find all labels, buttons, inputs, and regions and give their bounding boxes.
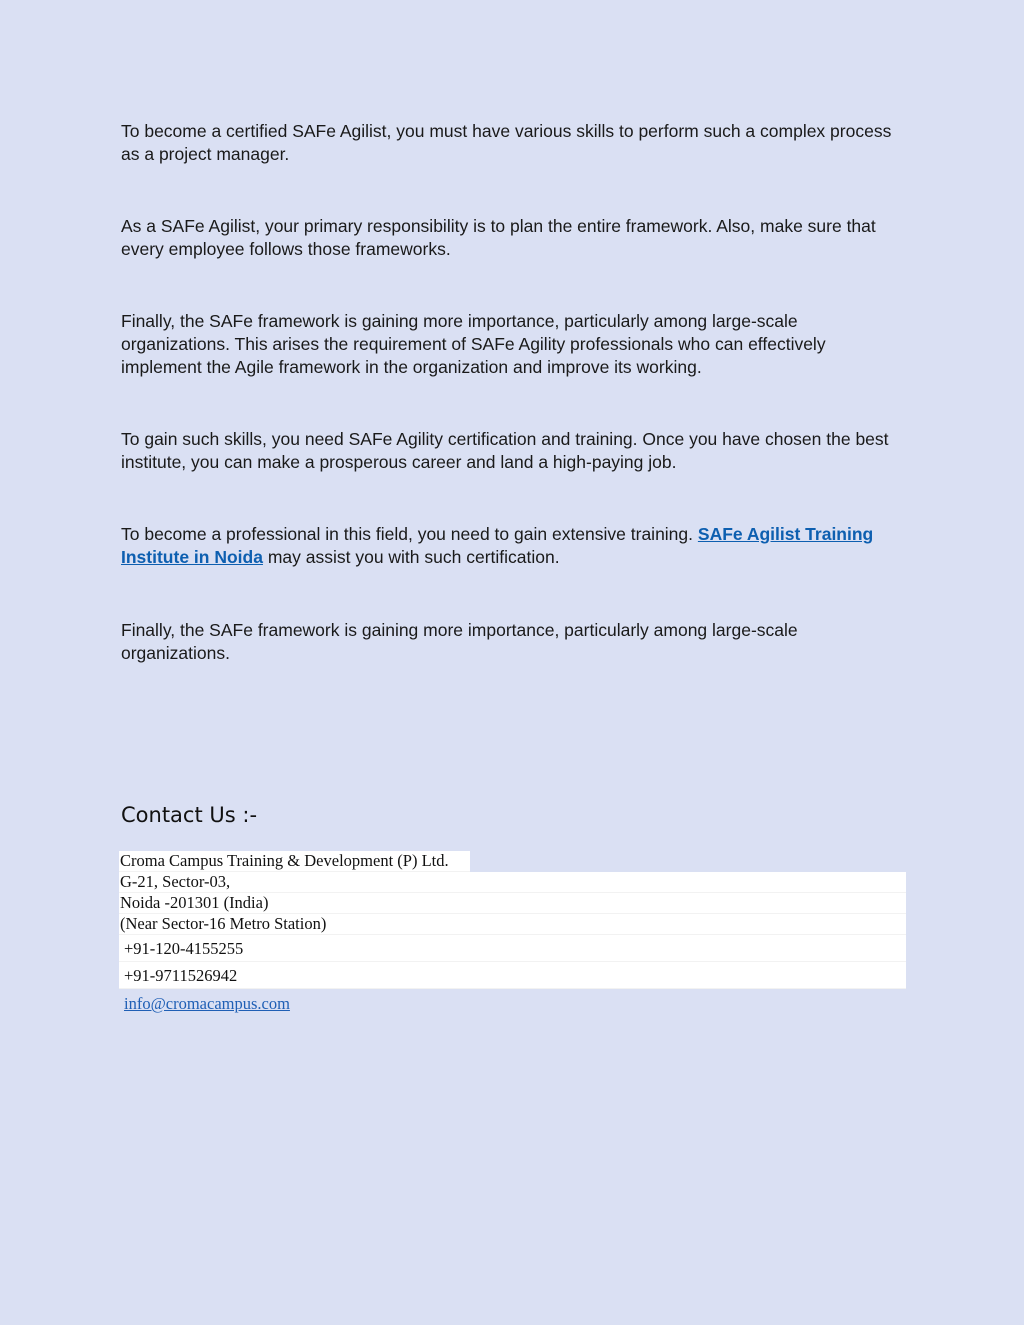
phone-2: +91-9711526942 (119, 962, 906, 989)
address-line-1: G-21, Sector-03, (119, 872, 906, 893)
training-text-after: may assist you with such certification. (262, 547, 560, 567)
training-text-before: To become a professional in this field, you need to gain extensive training. (121, 524, 698, 544)
paragraph-gain-skills: To gain such skills, you need SAFe Agility certification and training. Once you have chosen the best institute, you can make a prosperous career and land a high-paying job. (121, 429, 889, 472)
address-line-2: Noida -201301 (India) (119, 893, 906, 914)
company-name: Croma Campus Training & Development (P) Ltd. (119, 851, 470, 872)
paragraph-certified-agilist: To become a certified SAFe Agilist, you must have various skills to perform such a complex process as a project manager. (121, 121, 892, 164)
paragraph-framework-importance: Finally, the SAFe framework is gaining more importance, particularly among large-scale organizations. This arises the requirement of SAFe Agility professionals who can effectively implement the Agile framework in the organization and improve its working. (121, 311, 826, 377)
email-link[interactable]: info@cromacampus.com (124, 994, 290, 1013)
paragraph-responsibility: As a SAFe Agilist, your primary responsibility is to plan the entire framework. Also, make sure that every employee follows those frameworks. (121, 216, 876, 259)
address-line-3: (Near Sector-16 Metro Station) (119, 914, 906, 935)
email-line (119, 989, 906, 1017)
phone-1: +91-120-4155255 (119, 935, 906, 962)
contact-heading: Contact Us :- (121, 803, 258, 827)
training-institute-link[interactable]: SAFe Agilist Training Institute in Noida (121, 524, 874, 567)
contact-address-block (119, 851, 906, 1017)
paragraph-final: Finally, the SAFe framework is gaining more importance, particularly among large-scale organizations. (121, 620, 798, 663)
paragraph-training (121, 523, 911, 569)
